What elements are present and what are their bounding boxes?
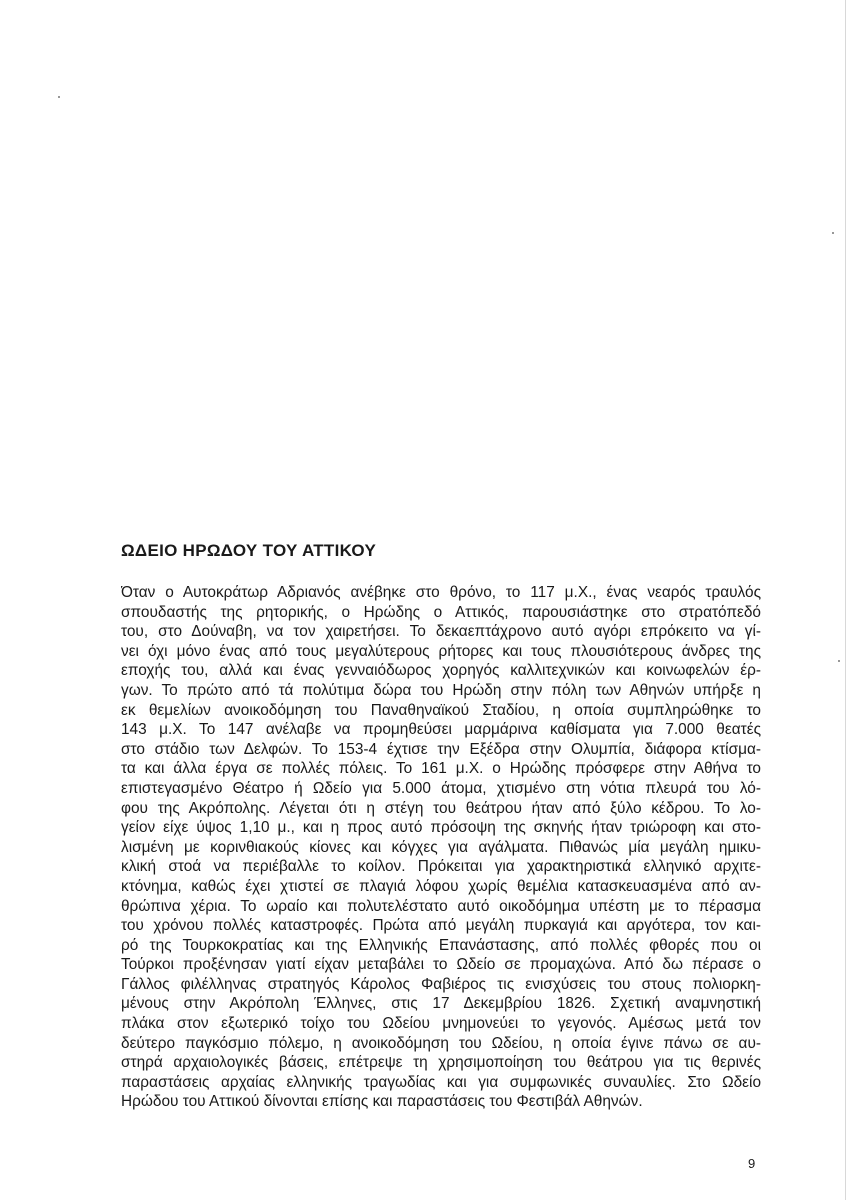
body-line: λισμένη με κορινθιακούς κίονες και κόγχες για αγάλματα. Πιθανώς μία μεγάλη ημικυ- xyxy=(121,838,761,856)
body-line: ρό της Τουρκοκρατίας και της Ελληνικής Επανάστασης, από πολλές φθορές που οι xyxy=(121,936,761,954)
body-line: εκ θεμελίων ανοικοδόμηση του Παναθηναϊκού Σταδίου, η οποία συμπληρώθηκε το xyxy=(121,701,761,719)
page-number: 9 xyxy=(748,1156,756,1171)
body-line: 143 μ.Χ. Το 147 ανέλαβε να προμηθεύσει μαρμάρινα καθίσματα για 7.000 θεατές xyxy=(121,721,761,739)
body-line: Γάλλος φιλέλληνας στρατηγός Κάρολος Φαβιέρος τις ενισχύσεις του στους πολιορκη- xyxy=(121,975,761,993)
body-line: δεύτερο παγκόσμιο πόλεμο, η ανοικοδόμηση του Ωδείου, η οποία έγινε πάνω σε αυ- xyxy=(121,1034,761,1052)
body-line: θρώπινα χέρια. Το ωραίο και πολυτελέστατο αυτό οικοδόμημα υπέστη με το πέρασμα xyxy=(121,897,761,915)
body-line: φου της Ακρόπολης. Λέγεται ότι η στέγη του θεάτρου ήταν από ξύλο κέδρου. Το λο- xyxy=(121,799,761,817)
body-line: γείον είχε ύψος 1,10 μ., και η προς αυτό πρόσοψη της σκηνής ήταν τριώροφη και στο- xyxy=(121,819,761,837)
body-line: Τούρκοι προξένησαν γιατί είχαν μεταβάλει το Ωδείο σε προμαχώνα. Από δω πέρασε ο xyxy=(121,956,761,974)
body-line: στηρά αρχαιολογικές βάσεις, επέτρεψε τη χρησιμοποίηση του θεάτρου για τις θερινές xyxy=(121,1054,761,1072)
scan-speck xyxy=(58,96,60,98)
body-line: του, στο Δούναβη, να τον χαιρετήσει. Το δεκαεπτάχρονο αυτό αγόρι επρόκειτο να γί- xyxy=(121,623,761,641)
body-line: κλική στοά να περιέβαλλε το κοίλον. Πρόκειται για χαρακτηριστικά ελληνικό αρχιτε- xyxy=(121,858,761,876)
body-line: γων. Το πρώτο από τά πολύτιμα δώρα του Ηρώδη στην πόλη των Αθηνών υπήρξε η xyxy=(121,681,761,699)
body-line: Ηρώδου του Αττικού δίνονται επίσης και παραστάσεις του Φεστιβάλ Αθηνών. xyxy=(121,1093,643,1111)
body-line: επιστεγασμένο Θέατρο ή Ωδείο για 5.000 άτομα, χτισμένο στη νότια πλευρά του λό- xyxy=(121,779,761,797)
body-line: παραστάσεις αρχαίας ελληνικής τραγωδίας και για συμφωνικές συναυλίες. Στο Ωδείο xyxy=(121,1073,761,1091)
scan-speck xyxy=(838,660,840,662)
body-line: του χρόνου πολλές καταστροφές. Πρώτα από μεγάλη πυρκαγιά και αργότερα, τον και- xyxy=(121,917,761,935)
body-line: τα και άλλα έργα σε πολλές πόλεις. Το 161 μ.Χ. ο Ηρώδης πρόσφερε στην Αθήνα το xyxy=(121,760,761,778)
scan-speck xyxy=(832,232,834,234)
body-line: σπουδαστής της ρητορικής, ο Ηρώδης ο Αττικός, παρουσιάστηκε στο στρατόπεδό xyxy=(121,603,761,621)
body-line: κτόνημα, καθώς έχει χτιστεί σε πλαγιά λόφου χωρίς θεμέλια κατασκευασμένα από αν- xyxy=(121,877,761,895)
body-line: Όταν ο Αυτοκράτωρ Αδριανός ανέβηκε στο θρόνο, το 117 μ.Χ., ένας νεαρός τραυλός xyxy=(121,584,761,601)
body-line: μένους στην Ακρόπολη Έλληνες, στις 17 Δεκεμβρίου 1826. Σχετική αναμνηστική xyxy=(121,995,761,1013)
article xyxy=(121,541,761,1112)
body-line: νει όχι μόνο ένας από τους μεγαλύτερους ρήτορες και τους πλουσιότερους άνδρες της xyxy=(121,642,761,660)
body-line: πλάκα στον εξωτερικό τοίχο του Ωδείου μνημονεύει το γεγονός. Αμέσως μετά τον xyxy=(121,1015,761,1033)
body-line: στο στάδιο των Δελφών. Το 153-4 έχτισε την Εξέδρα στην Ολυμπία, διάφορα κτίσμα- xyxy=(121,740,761,758)
article-body xyxy=(121,583,761,1112)
article-heading: ΩΔΕΙΟ ΗΡΩΔΟΥ ΤΟΥ ΑΤΤΙΚΟΥ xyxy=(121,541,377,560)
body-line: εποχής του, αλλά και ένας γενναιόδωρος χορηγός καλλιτεχνικών και κοινωφελών έρ- xyxy=(121,662,761,680)
